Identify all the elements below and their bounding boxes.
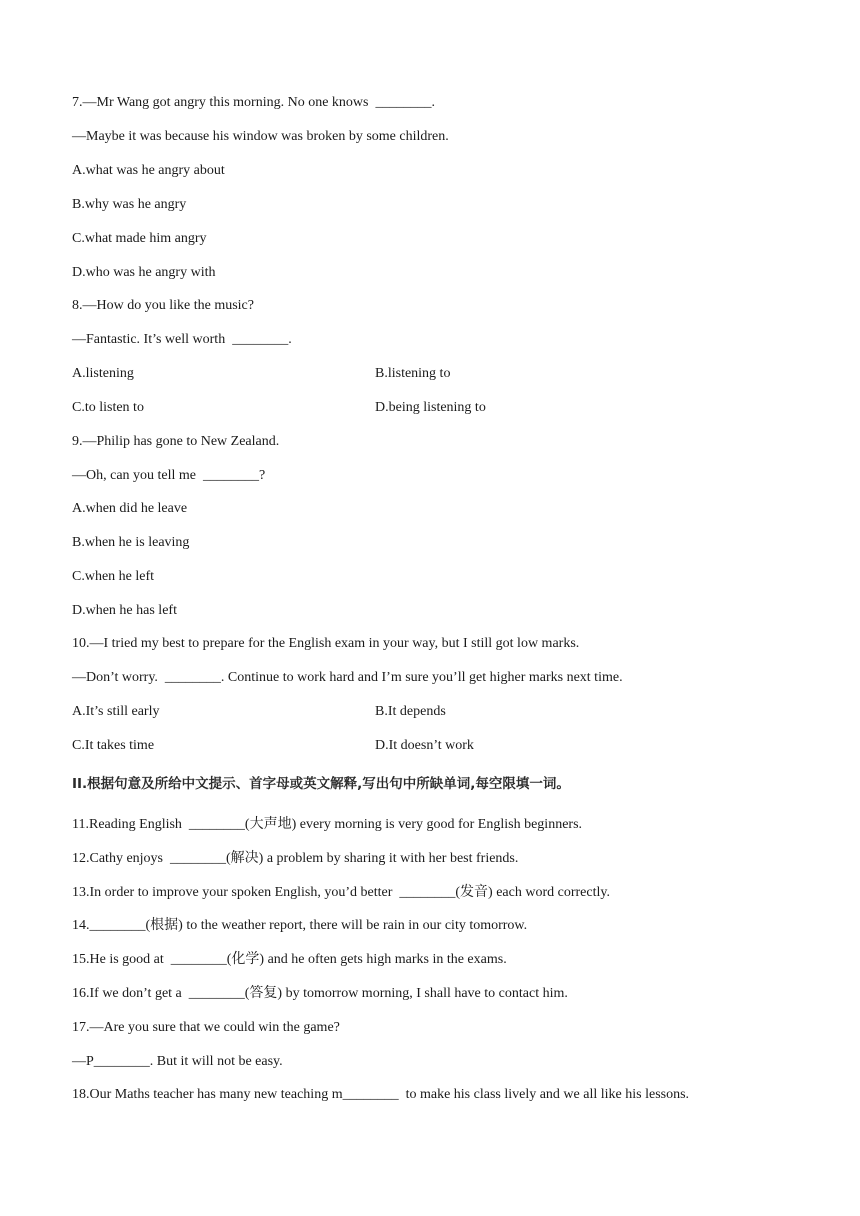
question-8-option-d: D.being listening to <box>375 400 486 415</box>
item-12: 12.Cathy enjoys ________(解决) a problem by sharing it with her best friends. <box>72 851 519 866</box>
question-7-option-b: B.why was he angry <box>72 197 187 212</box>
question-10-option-d: D.It doesn’t work <box>375 738 474 753</box>
item-15: 15.He is good at ________(化学) and he often gets high marks in the exams. <box>72 952 507 967</box>
section-ii-heading: II.根据句意及所给中文提示、首字母或英文解释,写出句中所缺单词,每空限填一词。 <box>72 776 570 792</box>
question-7-reply: —Maybe it was because his window was broken by some children. <box>72 129 449 144</box>
question-9-option-c: C.when he left <box>72 569 155 584</box>
item-13: 13.In order to improve your spoken English, you’d better ________(发音) each word correctly. <box>72 885 610 900</box>
item-11: 11.Reading English ________(大声地) every morning is very good for English beginners. <box>72 817 583 832</box>
question-8-option-c: C.to listen to <box>72 400 144 415</box>
question-7-option-d: D.who was he angry with <box>72 265 216 280</box>
question-10-option-a: A.It’s still early <box>72 704 160 719</box>
question-8-reply: —Fantastic. It’s well worth ________. <box>72 332 292 347</box>
item-14: 14.________(根据) to the weather report, there will be rain in our city tomorrow. <box>72 918 528 933</box>
item-18: 18.Our Maths teacher has many new teaching m________ to make his class lively and we all like his lessons. <box>72 1087 690 1102</box>
question-8-prompt: 8.—How do you like the music? <box>72 298 254 313</box>
question-8-option-a: A.listening <box>72 366 134 381</box>
question-10-option-b: B.It depends <box>375 704 446 719</box>
question-9-option-a: A.when did he leave <box>72 501 188 516</box>
question-8-option-b: B.listening to <box>375 366 451 381</box>
question-9-option-b: B.when he is leaving <box>72 535 190 550</box>
question-7-option-a: A.what was he angry about <box>72 163 225 178</box>
question-9-option-d: D.when he has left <box>72 603 177 618</box>
question-10-option-c: C.It takes time <box>72 738 155 753</box>
question-7-option-c: C.what made him angry <box>72 231 207 246</box>
question-9-prompt: 9.—Philip has gone to New Zealand. <box>72 434 280 449</box>
question-10-prompt: 10.—I tried my best to prepare for the English exam in your way, but I still got low marks. <box>72 636 580 651</box>
question-9-reply: —Oh, can you tell me ________? <box>72 468 266 483</box>
item-17-reply: —P________. But it will not be easy. <box>72 1054 283 1069</box>
item-17-prompt: 17.—Are you sure that we could win the game? <box>72 1020 340 1035</box>
item-16: 16.If we don’t get a ________(答复) by tomorrow morning, I shall have to contact him. <box>72 986 568 1001</box>
question-7-prompt: 7.—Mr Wang got angry this morning. No one knows ________. <box>72 95 435 110</box>
question-10-reply: —Don’t worry. ________. Continue to work hard and I’m sure you’ll get higher marks next time. <box>72 670 623 685</box>
